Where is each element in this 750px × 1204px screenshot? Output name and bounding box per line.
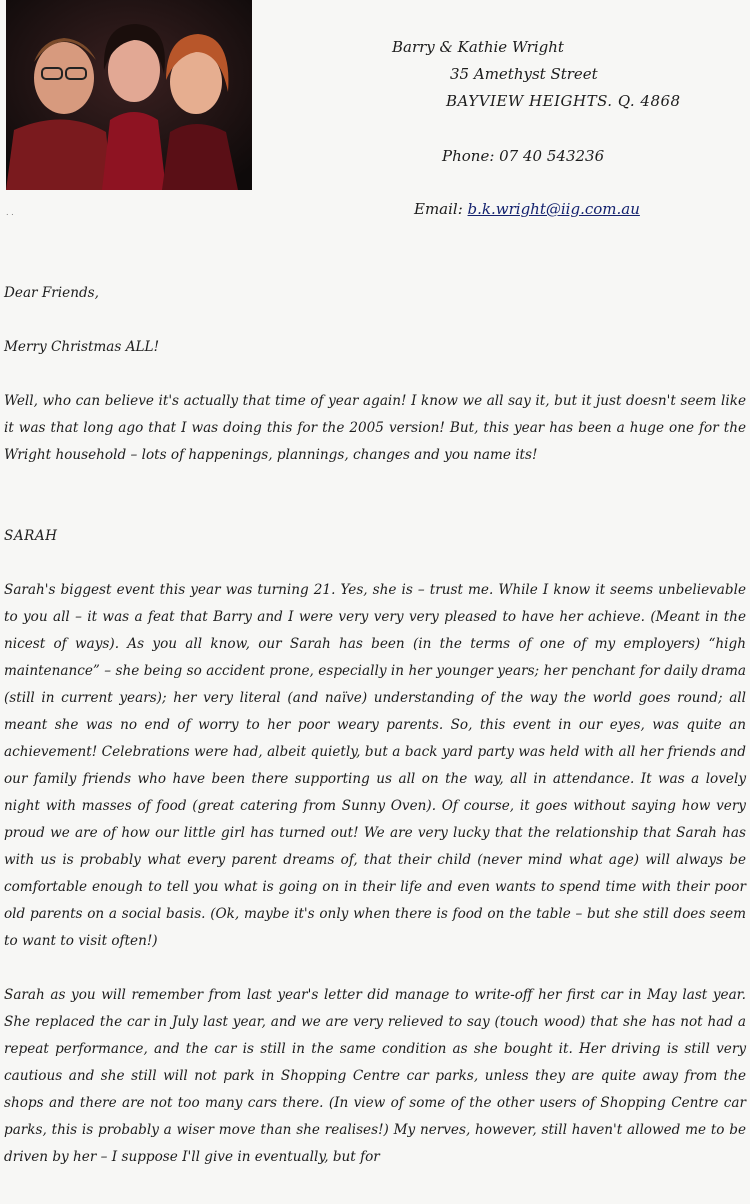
family-photo [6, 0, 252, 190]
spacer [4, 469, 746, 523]
scan-specks: . . [6, 208, 14, 217]
greeting: Dear Friends, [4, 285, 99, 301]
email-line [414, 196, 640, 223]
sarah-paragraph-2: Sarah as you will remember from last year's letter did manage to write-off her first car in May last year. She replaced the car in July last year, and we are very relieved to say (touch wood) that she has not had a repeat performance, and the car is still in the same condition as she bought it. Her driving is still very cautious and she still will not park in Shopping Centre car parks, unless they are quite away from the shops and there are not too many cars there. (In view of some of the other users of Shopping Centre car parks, this is probably a wiser move than she realises!) My nerves, however, still haven't allowed me to be driven by her – I suppose I'll give in eventually, but for [4, 987, 746, 1165]
email-label: Email: [414, 200, 463, 218]
merry-christmas-line: Merry Christmas ALL! [4, 339, 160, 355]
phone-number: Phone: 07 40 543236 [442, 147, 605, 165]
spacer [4, 955, 746, 982]
email-link[interactable]: b.k.wright@iig.com.au [467, 200, 640, 218]
street-address: 35 Amethyst Street [450, 65, 598, 83]
section-heading-sarah: SARAH [4, 528, 58, 544]
sarah-paragraph-1: Sarah's biggest event this year was turning 21. Yes, she is – trust me. While I know it seems unbelievable to you all – it was a feat that Barry and I were very very very pleased to have her achieve. (Meant in the nicest of ways). As you all know, our Sarah has been (in the terms of one of my employers) “high maintenance” – she being so accident prone, especially in her younger years; her penchant for daily drama (still in current years); her very literal (and naïve) understanding of the way the world goes round; all meant she was no end of worry to her poor weary parents. So, this event in our eyes, was quite an achievement! Celebrations were had, albeit quietly, but a back yard party was held with all her friends and our family friends who have been there supporting us all on the way, all in attendance. It was a lovely night with masses of food (great catering from Sunny Oven). Of course, it goes without saying how very proud we are of how our little girl has turned out! We are very lucky that the relationship that Sarah has with us is probably what every parent dreams of, that their child (never mind what age) will always be comfortable enough to tell you what is going on in their life and even wants to spend time with their poor old parents on a social basis. (Ok, maybe it's only when there is food on the table – but she still does seem to want to visit often!) [4, 582, 746, 949]
city-postcode: BAYVIEW HEIGHTS. Q. 4868 [446, 92, 681, 110]
sender-names: Barry & Kathie Wright [392, 38, 564, 56]
intro-paragraph: Well, who can believe it's actually that time of year again! I know we all say it, but it just doesn't seem like it was that long ago that I was doing this for the 2005 version! But, this year has been a huge one for the Wright household – lots of happenings, plannings, changes and you name its! [4, 393, 746, 463]
letter-body [4, 280, 746, 1171]
